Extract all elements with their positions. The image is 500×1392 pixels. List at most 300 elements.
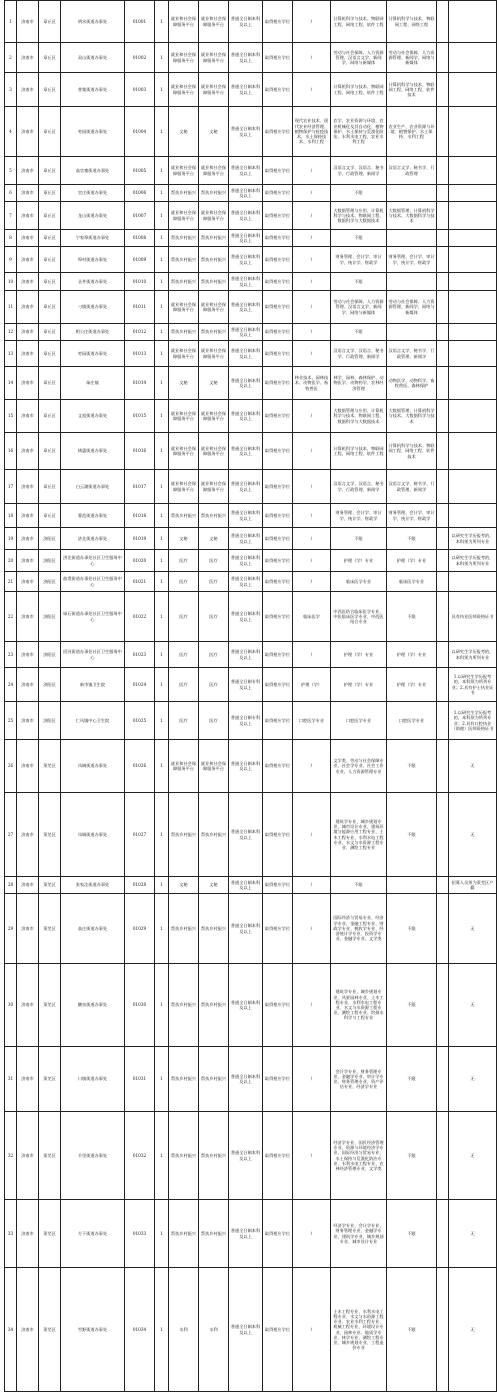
graduate-major-cell: 财务管理、会计学、审计学、统计学、财政学 xyxy=(387,247,437,273)
headcount-cell: 1 xyxy=(155,550,169,572)
bachelor-major-cell: 不限 xyxy=(331,230,387,247)
position-name-cell: 帮扶乡村振兴 xyxy=(169,1200,199,1268)
position-name-cell: 水利 xyxy=(169,1268,199,1392)
district-cell: 章丘区 xyxy=(39,470,61,504)
degree-cell: 取得相应学位 xyxy=(263,470,293,504)
education-cell: 普通全日制本科及以上 xyxy=(229,1200,263,1268)
degree-cell: 取得相应学位 xyxy=(263,668,293,702)
row-number-cell: 33 xyxy=(5,1200,17,1268)
table-row xyxy=(5,470,497,504)
degree-cell: 取得相应学位 xyxy=(263,1112,293,1200)
city-cell: 济南市 xyxy=(17,230,39,247)
row-number-cell: 6 xyxy=(5,185,17,202)
education-cell: 普通全日制本科及以上 xyxy=(229,324,263,341)
city-cell: 济南市 xyxy=(17,894,39,964)
position-type-cell: 医疗 xyxy=(199,550,229,572)
position-code-cell: 01032 xyxy=(125,1112,155,1200)
city-cell: 济南市 xyxy=(17,367,39,400)
extra-cell xyxy=(437,43,449,73)
junior-college-major-cell: / xyxy=(293,1,331,43)
position-name-cell: 帮扶乡村振兴 xyxy=(169,793,199,877)
degree-cell: 取得相应学位 xyxy=(263,291,293,324)
degree-cell: 取得相应学位 xyxy=(263,1200,293,1268)
degree-cell: 取得相应学位 xyxy=(263,1,293,43)
position-code-cell: 01001 xyxy=(125,1,155,43)
junior-college-major-cell: / xyxy=(293,894,331,964)
education-cell: 普通全日制本科及以上 xyxy=(229,157,263,185)
position-type-cell: 帮扶乡村振兴 xyxy=(199,504,229,528)
city-cell: 济南市 xyxy=(17,400,39,433)
unit-name-cell: 张家洼街道办事处 xyxy=(61,877,125,894)
education-cell: 普通全日制本科及以上 xyxy=(229,107,263,157)
graduate-major-cell: 计算机科学与技术、物联网工程、网络工程、软件技术 xyxy=(387,433,437,470)
position-type-cell: 帮扶乡村振兴 xyxy=(199,1200,229,1268)
remarks-cell xyxy=(449,185,497,202)
graduate-major-cell: 计算机科学与技术、物联网工程、网络工程、软件技术 xyxy=(387,73,437,107)
graduate-major-cell xyxy=(387,324,437,341)
bachelor-major-cell: 文学类、劳动与社会保障专业、社会学专业、社会工作专业、人力资源管理专业 xyxy=(331,740,387,793)
graduate-major-cell: 不限 xyxy=(387,964,437,1047)
degree-cell: 取得相应学位 xyxy=(263,642,293,668)
position-type-cell: 就业和社会保障服务平台 xyxy=(199,291,229,324)
district-cell: 章丘区 xyxy=(39,230,61,247)
graduate-major-cell: 不限 xyxy=(387,592,437,642)
graduate-major-cell: 计算机科学与技术、物联网工程、网络工程 xyxy=(387,1,437,43)
extra-cell xyxy=(437,1268,449,1392)
bachelor-major-cell: 不限 xyxy=(331,273,387,291)
position-name-cell: 帮扶乡村振兴 xyxy=(169,894,199,964)
graduate-major-cell: 农业生产、农业资源与环境、植物保护、水土保持、水利工程 xyxy=(387,107,437,157)
district-cell: 莱芜区 xyxy=(39,1112,61,1200)
junior-college-major-cell: / xyxy=(293,504,331,528)
education-cell: 普通全日制本科及以上 xyxy=(229,341,263,367)
unit-name-cell: 曲堤街道办事处社区卫生服务中心 xyxy=(61,572,125,592)
row-number-cell: 10 xyxy=(5,273,17,291)
city-cell: 济南市 xyxy=(17,341,39,367)
junior-college-major-cell: / xyxy=(293,247,331,273)
remarks-cell xyxy=(449,367,497,400)
position-type-cell: 文秘 xyxy=(199,367,229,400)
degree-cell: 取得相应学位 xyxy=(263,400,293,433)
headcount-cell: 1 xyxy=(155,702,169,740)
unit-name-cell: 仁风镇中心卫生院 xyxy=(61,702,125,740)
extra-cell xyxy=(437,291,449,324)
education-cell: 普通全日制本科及以上 xyxy=(229,592,263,642)
remarks-cell xyxy=(449,202,497,230)
education-cell: 普通全日制本科及以上 xyxy=(229,1047,263,1112)
bachelor-major-cell: 不限 xyxy=(331,185,387,202)
city-cell: 济南市 xyxy=(17,1047,39,1112)
headcount-cell: 1 xyxy=(155,367,169,400)
education-cell: 普通全日制本科及以上 xyxy=(229,1112,263,1200)
education-cell: 普通全日制本科及以上 xyxy=(229,550,263,572)
row-number-cell: 3 xyxy=(5,73,17,107)
row-number-cell: 29 xyxy=(5,894,17,964)
graduate-major-cell xyxy=(387,230,437,247)
row-number-cell: 34 xyxy=(5,1268,17,1392)
remarks-cell: 无 xyxy=(449,740,497,793)
remarks-cell xyxy=(449,504,497,528)
city-cell: 济南市 xyxy=(17,642,39,668)
education-cell: 普通全日制本科及以上 xyxy=(229,43,263,73)
junior-college-major-cell: / xyxy=(293,877,331,894)
district-cell: 济阳区 xyxy=(39,550,61,572)
position-name-cell: 帮扶乡村振兴 xyxy=(169,185,199,202)
position-name-cell: 帮扶乡村振兴 xyxy=(169,273,199,291)
graduate-major-cell xyxy=(387,877,437,894)
remarks-cell: 以研究生学历报考的，本科须为所列专业 xyxy=(449,528,497,550)
junior-college-major-cell: / xyxy=(293,964,331,1047)
unit-name-cell: 口镇街道办事处 xyxy=(61,1047,125,1112)
position-name-cell: 帮扶乡村振兴 xyxy=(169,1047,199,1112)
remarks-cell: 无 xyxy=(449,1047,497,1112)
district-cell: 莱芜区 xyxy=(39,1268,61,1392)
city-cell: 济南市 xyxy=(17,291,39,324)
city-cell: 济南市 xyxy=(17,1,39,43)
district-cell: 莱芜区 xyxy=(39,793,61,877)
junior-college-major-cell: / xyxy=(293,230,331,247)
extra-cell xyxy=(437,964,449,1047)
junior-college-major-cell: / xyxy=(293,1268,331,1392)
table-row xyxy=(5,202,497,230)
graduate-major-cell: 不限 xyxy=(387,1047,437,1112)
extra-cell xyxy=(437,1200,449,1268)
junior-college-major-cell: / xyxy=(293,528,331,550)
education-cell: 普通全日制本科及以上 xyxy=(229,470,263,504)
extra-cell xyxy=(437,504,449,528)
bachelor-major-cell: 汉语言文学、汉语言、秘书学、行政管理、新闻学 xyxy=(331,470,387,504)
bachelor-major-cell: 计算机科学与技术、物联网工程、网络工程、软件工程 xyxy=(331,73,387,107)
position-type-cell: 就业和社会保障服务平台 xyxy=(199,202,229,230)
position-code-cell: 01018 xyxy=(125,504,155,528)
bachelor-major-cell: 汉语言文学、汉语言、秘书学、行政管理、新闻学 xyxy=(331,157,387,185)
remarks-cell xyxy=(449,400,497,433)
row-number-cell: 14 xyxy=(5,367,17,400)
degree-cell: 取得相应学位 xyxy=(263,793,293,877)
position-type-cell: 就业和社会保障服务平台 xyxy=(199,43,229,73)
position-code-cell: 01025 xyxy=(125,702,155,740)
position-type-cell: 就业和社会保障服务平台 xyxy=(199,400,229,433)
degree-cell: 取得相应学位 xyxy=(263,43,293,73)
junior-college-major-cell: / xyxy=(293,740,331,793)
education-cell: 普通全日制本科及以上 xyxy=(229,793,263,877)
graduate-major-cell: 不限 xyxy=(387,1200,437,1268)
remarks-cell: 无 xyxy=(449,894,497,964)
position-code-cell: 01021 xyxy=(125,572,155,592)
remarks-cell: 招募人员须为莱芜区户籍 xyxy=(449,877,497,894)
position-code-cell: 01004 xyxy=(125,107,155,157)
headcount-cell: 1 xyxy=(155,273,169,291)
bachelor-major-cell: 经济学专业、会计学专业、财务管理专业、金融学专业、建筑学专业、城乡规划专业、城市设计专业 xyxy=(331,1200,387,1268)
position-name-cell: 文秘 xyxy=(169,107,199,157)
headcount-cell: 1 xyxy=(155,528,169,550)
unit-name-cell: 绣惠街道办事处 xyxy=(61,433,125,470)
bachelor-major-cell: 大数据管理与应用、计算机科学与技术、物联网工程、数据科学与大数据技术 xyxy=(331,400,387,433)
degree-cell: 取得相应学位 xyxy=(263,433,293,470)
position-type-cell: 帮扶乡村振兴 xyxy=(199,1112,229,1200)
table-row xyxy=(5,433,497,470)
position-name-cell: 文秘 xyxy=(169,367,199,400)
remarks-cell: 无 xyxy=(449,1268,497,1392)
extra-cell xyxy=(437,894,449,964)
headcount-cell: 1 xyxy=(155,341,169,367)
position-code-cell: 01028 xyxy=(125,877,155,894)
unit-name-cell: 埠村街道办事处 xyxy=(61,247,125,273)
row-number-cell: 11 xyxy=(5,291,17,324)
unit-name-cell: 方下街道办事处 xyxy=(61,1200,125,1268)
position-type-cell: 医疗 xyxy=(199,702,229,740)
position-name-cell: 就业和社会保障服务平台 xyxy=(169,400,199,433)
remarks-cell xyxy=(449,324,497,341)
table-row xyxy=(5,324,497,341)
headcount-cell: 1 xyxy=(155,202,169,230)
position-code-cell: 01034 xyxy=(125,1268,155,1392)
degree-cell: 取得相应学位 xyxy=(263,1268,293,1392)
position-type-cell: 就业和社会保障服务平台 xyxy=(199,470,229,504)
position-name-cell: 就业和社会保障服务平台 xyxy=(169,470,199,504)
position-name-cell: 医疗 xyxy=(169,572,199,592)
district-cell: 济阳区 xyxy=(39,642,61,668)
degree-cell: 取得相应学位 xyxy=(263,1047,293,1112)
headcount-cell: 1 xyxy=(155,1047,169,1112)
extra-cell xyxy=(437,1112,449,1200)
city-cell: 济南市 xyxy=(17,550,39,572)
headcount-cell: 1 xyxy=(155,247,169,273)
city-cell: 济南市 xyxy=(17,273,39,291)
graduate-major-cell: 护理（学）专业 xyxy=(387,550,437,572)
position-code-cell: 01009 xyxy=(125,247,155,273)
city-cell: 济南市 xyxy=(17,157,39,185)
graduate-major-cell: 不限 xyxy=(387,1112,437,1200)
bachelor-major-cell: 护理（学）专业 xyxy=(331,668,387,702)
remarks-cell: 以研究生学历报考的，本科须为所列专业 xyxy=(449,550,497,572)
remarks-cell: 以研究生学历报考的，本科须为所列专业 xyxy=(449,642,497,668)
education-cell: 普通全日制本科及以上 xyxy=(229,642,263,668)
graduate-major-cell: 劳动与社会保障、人力资源管理、新闻学、网络与新媒体 xyxy=(387,43,437,73)
table-row xyxy=(5,550,497,572)
position-name-cell: 就业和社会保障服务平台 xyxy=(169,433,199,470)
position-type-cell: 文秘 xyxy=(199,107,229,157)
position-name-cell: 就业和社会保障服务平台 xyxy=(169,291,199,324)
table-row xyxy=(5,43,497,73)
unit-name-cell: 白云湖街道办事处 xyxy=(61,470,125,504)
education-cell: 普通全日制本科及以上 xyxy=(229,894,263,964)
position-name-cell: 帮扶乡村振兴 xyxy=(169,1112,199,1200)
table-row xyxy=(5,185,497,202)
education-cell: 普通全日制本科及以上 xyxy=(229,877,263,894)
district-cell: 莱芜区 xyxy=(39,964,61,1047)
extra-cell xyxy=(437,572,449,592)
remarks-cell: 无 xyxy=(449,1200,497,1268)
bachelor-major-cell: 建筑学专业、城乡规划专业、城市设计专业、建筑环境与能源应用工程专业、土木工程专业、水利水电工程专业、水文与水资源工程专业、测绘工程专业 xyxy=(331,793,387,877)
district-cell: 济阳区 xyxy=(39,528,61,550)
row-number-cell: 13 xyxy=(5,341,17,367)
city-cell: 济南市 xyxy=(17,740,39,793)
position-type-cell: 帮扶乡村振兴 xyxy=(199,964,229,1047)
extra-cell xyxy=(437,202,449,230)
position-type-cell: 就业和社会保障服务平台 xyxy=(199,341,229,367)
position-type-cell: 帮扶乡村振兴 xyxy=(199,1047,229,1112)
unit-name-cell: 济北街道办事处 xyxy=(61,528,125,550)
position-code-cell: 01003 xyxy=(125,73,155,107)
graduate-major-cell: 不限 xyxy=(387,894,437,964)
degree-cell: 取得相应学位 xyxy=(263,367,293,400)
unit-name-cell: 羊里街道办事处 xyxy=(61,1112,125,1200)
headcount-cell: 1 xyxy=(155,73,169,107)
extra-cell xyxy=(437,230,449,247)
remarks-cell xyxy=(449,572,497,592)
district-cell: 章丘区 xyxy=(39,157,61,185)
graduate-major-cell: 护理（学）专业 xyxy=(387,642,437,668)
education-cell: 普通全日制本科及以上 xyxy=(229,572,263,592)
headcount-cell: 1 xyxy=(155,1268,169,1392)
bachelor-major-cell: 土木工程专业、水利水电工程专业、水文与水资源工程专业、农业水利工程专业、机械工程专业、环境设计专业、园林专业、地质学专业、林学专业、测绘工程专业、城乡规划专业、工程造价专业 xyxy=(331,1268,387,1392)
bachelor-major-cell: 计算机科学与技术、物联网工程、网络工程、软件工程 xyxy=(331,1,387,43)
degree-cell: 取得相应学位 xyxy=(263,894,293,964)
remarks-cell xyxy=(449,470,497,504)
junior-college-major-cell: / xyxy=(293,550,331,572)
position-name-cell: 就业和社会保障服务平台 xyxy=(169,1,199,43)
unit-name-cell: 文祖街道办事处 xyxy=(61,400,125,433)
district-cell: 章丘区 xyxy=(39,247,61,273)
extra-cell xyxy=(437,740,449,793)
district-cell: 济阳区 xyxy=(39,572,61,592)
graduate-major-cell: 劳动与社会保障、人力资源管理、新闻学、网络与新媒体 xyxy=(387,291,437,324)
position-type-cell: 就业和社会保障服务平台 xyxy=(199,1,229,43)
graduate-major-cell: 汉语言文学、秘书学、行政管理 xyxy=(387,157,437,185)
recruitment-table xyxy=(4,0,497,1392)
position-code-cell: 01005 xyxy=(125,157,155,185)
city-cell: 济南市 xyxy=(17,793,39,877)
junior-college-major-cell: / xyxy=(293,1112,331,1200)
district-cell: 章丘区 xyxy=(39,73,61,107)
bachelor-major-cell: 不限 xyxy=(331,528,387,550)
table-row xyxy=(5,367,497,400)
table-row xyxy=(5,291,497,324)
headcount-cell: 1 xyxy=(155,793,169,877)
position-code-cell: 01014 xyxy=(125,367,155,400)
extra-cell xyxy=(437,702,449,740)
row-number-cell: 20 xyxy=(5,550,17,572)
position-type-cell: 就业和社会保障服务平台 xyxy=(199,433,229,470)
remarks-cell xyxy=(449,73,497,107)
position-code-cell: 01012 xyxy=(125,324,155,341)
row-number-cell: 21 xyxy=(5,572,17,592)
unit-name-cell: 高庄街道办事处 xyxy=(61,894,125,964)
district-cell: 章丘区 xyxy=(39,202,61,230)
graduate-major-cell: 口腔医学专业 xyxy=(387,702,437,740)
headcount-cell: 1 xyxy=(155,433,169,470)
junior-college-major-cell: 临床医学 xyxy=(293,592,331,642)
headcount-cell: 1 xyxy=(155,642,169,668)
row-number-cell: 27 xyxy=(5,793,17,877)
graduate-major-cell: 汉语言文学、秘书学、行政管理、新闻学 xyxy=(387,470,437,504)
city-cell: 济南市 xyxy=(17,1112,39,1200)
degree-cell: 取得相应学位 xyxy=(263,702,293,740)
row-number-cell: 2 xyxy=(5,43,17,73)
city-cell: 济南市 xyxy=(17,528,39,550)
graduate-major-cell: 临床医学专业 xyxy=(387,572,437,592)
headcount-cell: 1 xyxy=(155,894,169,964)
row-number-cell: 32 xyxy=(5,1112,17,1200)
position-name-cell: 医疗 xyxy=(169,668,199,702)
position-name-cell: 就业和社会保障服务平台 xyxy=(169,341,199,367)
position-type-cell: 就业和社会保障服务平台 xyxy=(199,157,229,185)
remarks-cell: 1.以研究生学历报考的，本科须为所列专业；2.具有口腔执业（助理）医师资格证书 xyxy=(449,702,497,740)
extra-cell xyxy=(437,185,449,202)
row-number-cell: 5 xyxy=(5,157,17,185)
city-cell: 济南市 xyxy=(17,202,39,230)
junior-college-major-cell: / xyxy=(293,202,331,230)
unit-name-cell: 官庄街道办事处 xyxy=(61,185,125,202)
bachelor-major-cell: 财务管理、会计学、审计学、统计学、财政学 xyxy=(331,247,387,273)
extra-cell xyxy=(437,642,449,668)
position-name-cell: 医疗 xyxy=(169,550,199,572)
position-code-cell: 01006 xyxy=(125,185,155,202)
education-cell: 普通全日制专科及以上 xyxy=(229,702,263,740)
graduate-major-cell xyxy=(387,185,437,202)
position-code-cell: 01002 xyxy=(125,43,155,73)
extra-cell xyxy=(437,367,449,400)
headcount-cell: 1 xyxy=(155,1200,169,1268)
headcount-cell: 1 xyxy=(155,1112,169,1200)
unit-name-cell: 宁家埠街道办事处 xyxy=(61,230,125,247)
bachelor-major-cell: 农学、农业资源与环境、农业机械化及其自动化、植物保护、水土保持与荒漠化防治、水利水电工程、农业水利工程 xyxy=(331,107,387,157)
position-type-cell: 就业和社会保障服务平台 xyxy=(199,740,229,793)
city-cell: 济南市 xyxy=(17,702,39,740)
unit-name-cell: 曹范街道办事处 xyxy=(61,504,125,528)
position-name-cell: 帮扶乡村振兴 xyxy=(169,964,199,1047)
city-cell: 济南市 xyxy=(17,73,39,107)
table-row xyxy=(5,528,497,550)
remarks-cell xyxy=(449,107,497,157)
junior-college-major-cell: / xyxy=(293,43,331,73)
position-name-cell: 医疗 xyxy=(169,642,199,668)
row-number-cell: 4 xyxy=(5,107,17,157)
table-row xyxy=(5,702,497,740)
headcount-cell: 1 xyxy=(155,185,169,202)
graduate-major-cell: 不限 xyxy=(387,1268,437,1392)
extra-cell xyxy=(437,793,449,877)
position-code-cell: 01027 xyxy=(125,793,155,877)
graduate-major-cell: 汉语言文学、秘书学、行政管理、新闻学 xyxy=(387,341,437,367)
city-cell: 济南市 xyxy=(17,668,39,702)
headcount-cell: 1 xyxy=(155,592,169,642)
headcount-cell: 1 xyxy=(155,324,169,341)
city-cell: 济南市 xyxy=(17,964,39,1047)
row-number-cell: 16 xyxy=(5,433,17,470)
row-number-cell: 7 xyxy=(5,202,17,230)
junior-college-major-cell: / xyxy=(293,642,331,668)
graduate-major-cell: 护理（学）专业 xyxy=(387,668,437,702)
position-type-cell: 帮扶乡村振兴 xyxy=(199,324,229,341)
remarks-cell xyxy=(449,157,497,185)
headcount-cell: 1 xyxy=(155,107,169,157)
district-cell: 章丘区 xyxy=(39,324,61,341)
table-row xyxy=(5,894,497,964)
junior-college-major-cell: / xyxy=(293,572,331,592)
table-row xyxy=(5,592,497,642)
extra-cell xyxy=(437,73,449,107)
degree-cell: 取得相应学位 xyxy=(263,157,293,185)
unit-name-cell: 普集街道办事处 xyxy=(61,73,125,107)
junior-college-major-cell: / xyxy=(293,73,331,107)
bachelor-major-cell: 大数据管理与应用、计算机科学与技术、物联网工程、数据科学与大数据技术 xyxy=(331,202,387,230)
extra-cell xyxy=(437,668,449,702)
row-number-cell: 19 xyxy=(5,528,17,550)
education-cell: 普通全日制本科及以上 xyxy=(229,433,263,470)
education-cell: 普通全日制本科及以上 xyxy=(229,1,263,43)
